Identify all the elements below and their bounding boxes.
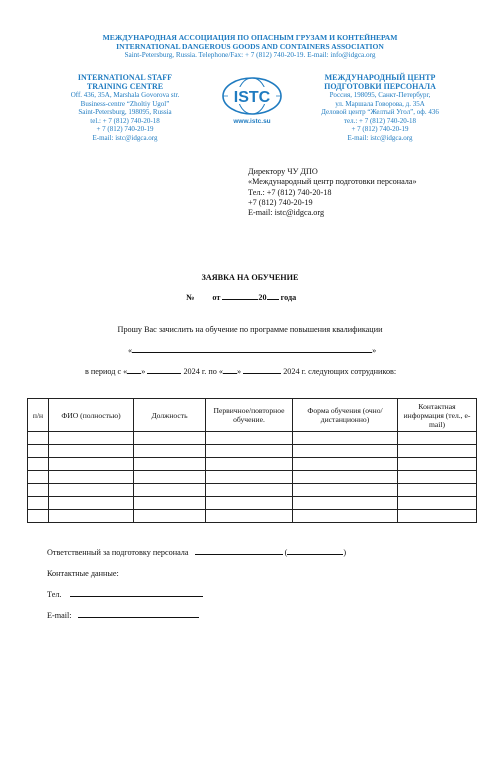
responsible-signature-blank[interactable] xyxy=(287,554,343,555)
table-row xyxy=(28,445,477,458)
table-cell[interactable] xyxy=(398,445,477,458)
addressee-block xyxy=(248,167,417,218)
program-blank[interactable] xyxy=(132,352,372,353)
left-address-1: Off. 436, 35A, Marshala Govorova str. xyxy=(70,91,180,99)
org-name-ru: МЕЖДУНАРОДНАЯ АССОЦИАЦИЯ ПО ОПАСНЫМ ГРУЗАМ И КОНТЕЙНЕРАМ xyxy=(102,33,398,42)
table-cell[interactable] xyxy=(206,458,293,471)
org-name-en: INTERNATIONAL DANGEROUS GOODS AND CONTAINERS ASSOCIATION xyxy=(116,42,384,51)
addressee-line-5: E-mail: istc@idgca.org xyxy=(248,208,325,218)
table-cell[interactable] xyxy=(206,510,293,523)
col-header-fullname: ФИО (полностью) xyxy=(49,399,134,432)
table-cell[interactable] xyxy=(398,484,477,497)
table-cell[interactable] xyxy=(28,484,49,497)
table-cell[interactable] xyxy=(398,497,477,510)
email-line xyxy=(47,611,199,620)
tel-blank[interactable] xyxy=(70,596,203,597)
table-row xyxy=(28,471,477,484)
quote-open-3: « xyxy=(218,367,224,376)
col-header-training-type: Первичное/повторное обучение. xyxy=(206,399,293,432)
quote-open: « xyxy=(128,346,133,355)
from-label: от xyxy=(212,293,221,302)
table-cell[interactable] xyxy=(134,432,206,445)
left-address-3: Saint-Petersburg, 198095, Russia xyxy=(78,108,172,117)
logo-url: www.istc.su xyxy=(233,118,271,125)
left-phone-2: + 7 (812) 740-20-19 xyxy=(96,125,154,134)
end-month-blank[interactable] xyxy=(243,373,281,374)
table-cell[interactable] xyxy=(206,484,293,497)
table-row xyxy=(28,432,477,445)
left-email: E-mail: istc@idgca.org xyxy=(92,133,158,142)
contacts-label: Контактные данные: xyxy=(47,569,119,578)
table-cell[interactable] xyxy=(28,445,49,458)
paren-open: ( xyxy=(284,548,288,557)
left-title-1: INTERNATIONAL STAFF xyxy=(77,73,173,82)
table-cell[interactable] xyxy=(293,445,398,458)
table-row xyxy=(28,458,477,471)
employees-table xyxy=(27,398,477,523)
quote-open-2: « xyxy=(123,367,128,376)
period-prefix: в период с xyxy=(85,367,122,376)
table-cell[interactable] xyxy=(49,484,134,497)
date-day-blank[interactable] xyxy=(222,299,258,300)
addressee-line-1: Директору ЧУ ДПО xyxy=(248,167,318,176)
request-text: Прошу Вас зачислить на обучение по программе повышения квалификации xyxy=(117,325,383,334)
right-address-3: Деловой центр “Желтый Угол”, оф. 436 xyxy=(321,108,439,117)
right-email: E-mail: istc@idgca.org xyxy=(347,133,413,142)
table-cell[interactable] xyxy=(398,510,477,523)
paren-close: ) xyxy=(343,548,347,557)
table-cell[interactable] xyxy=(49,432,134,445)
table-cell[interactable] xyxy=(398,432,477,445)
col-header-training-form: Форма обучения (очно/дистанционно) xyxy=(293,399,398,432)
responsible-name-blank[interactable] xyxy=(195,554,283,555)
table-cell[interactable] xyxy=(206,497,293,510)
number-sign: № xyxy=(186,293,195,302)
table-cell[interactable] xyxy=(49,445,134,458)
start-month-blank[interactable] xyxy=(147,373,181,374)
year-suffix-blank[interactable] xyxy=(267,299,279,300)
right-title-2: ПОДГОТОВКИ ПЕРСОНАЛА xyxy=(324,82,436,91)
right-address-2: ул. Маршала Говорова, д. 35А xyxy=(335,99,425,108)
form-title: ЗАЯВКА НА ОБУЧЕНИЕ xyxy=(201,273,299,282)
quote-close-3: » xyxy=(237,367,242,376)
responsible-label: Ответственный за подготовку персонала xyxy=(47,548,189,557)
right-header-block xyxy=(295,73,465,143)
addressee-line-3: Тел.: +7 (812) 740-20-18 xyxy=(248,187,332,197)
email-blank[interactable] xyxy=(78,617,199,618)
table-cell[interactable] xyxy=(49,458,134,471)
table-cell[interactable] xyxy=(28,497,49,510)
col-header-position: Должность xyxy=(134,399,206,432)
table-header-row xyxy=(28,399,477,432)
year-word: года xyxy=(280,293,297,302)
table-cell[interactable] xyxy=(293,510,398,523)
period-line xyxy=(85,367,396,376)
number-date-line xyxy=(186,293,296,302)
col-header-number: п/н xyxy=(28,399,49,432)
table-row xyxy=(28,510,477,523)
table-cell[interactable] xyxy=(293,471,398,484)
year-1-text: 2024 г. по xyxy=(183,367,217,376)
table-cell[interactable] xyxy=(206,471,293,484)
email-label: E-mail: xyxy=(47,611,72,620)
left-header-block xyxy=(40,73,210,143)
left-address-2: Business-centre “Zholtiy Ugol” xyxy=(80,99,170,108)
table-cell[interactable] xyxy=(49,497,134,510)
addressee-line-2: «Международный центр подготовки персонала» xyxy=(248,177,417,187)
table-cell[interactable] xyxy=(293,432,398,445)
table-row xyxy=(28,497,477,510)
logo-text: ISTC xyxy=(233,89,271,106)
table-cell[interactable] xyxy=(28,432,49,445)
left-phone-1: tel.: + 7 (812) 740-20-18 xyxy=(90,116,160,125)
table-cell[interactable] xyxy=(398,458,477,471)
right-phone-2: + 7 (812) 740-20-19 xyxy=(351,125,409,134)
tel-label: Тел. xyxy=(47,590,62,599)
table-cell[interactable] xyxy=(134,445,206,458)
right-address-1: Россия, 198095, Санкт-Петербург, xyxy=(329,91,431,99)
table-cell[interactable] xyxy=(206,432,293,445)
table-cell[interactable] xyxy=(49,510,134,523)
table-cell[interactable] xyxy=(28,458,49,471)
year-prefix: 20 xyxy=(258,293,267,302)
table-cell[interactable] xyxy=(206,445,293,458)
start-day-blank[interactable] xyxy=(127,373,141,374)
program-line xyxy=(128,346,376,355)
org-contact-line: Saint-Petersburg, Russia. Telephone/Fax: + 7 (812) 740-20-19. E-mail: info@idgca.org xyxy=(124,51,376,59)
addressee-line-4: +7 (812) 740-20-19 xyxy=(248,197,313,207)
table-cell[interactable] xyxy=(293,497,398,510)
table-cell[interactable] xyxy=(293,484,398,497)
table-cell[interactable] xyxy=(134,497,206,510)
table-cell[interactable] xyxy=(134,458,206,471)
quote-close-2: » xyxy=(141,367,146,376)
table-cell[interactable] xyxy=(134,510,206,523)
right-title-1: МЕЖДУНАРОДНЫЙ ЦЕНТР xyxy=(324,73,436,82)
right-phone-1: тел.: + 7 (812) 740-20-18 xyxy=(343,116,417,125)
quote-close: » xyxy=(372,346,377,355)
responsible-line xyxy=(47,548,346,557)
table-cell[interactable] xyxy=(49,471,134,484)
year-2-text: 2024 г. следующих сотрудников: xyxy=(283,367,397,376)
table-cell[interactable] xyxy=(134,471,206,484)
table-cell[interactable] xyxy=(28,510,49,523)
istc-logo xyxy=(220,74,284,126)
end-day-blank[interactable] xyxy=(223,373,237,374)
table-cell[interactable] xyxy=(134,484,206,497)
table-cell[interactable] xyxy=(28,471,49,484)
left-title-2: TRAINING CENTRE xyxy=(86,82,164,91)
table-row xyxy=(28,484,477,497)
table-cell[interactable] xyxy=(398,471,477,484)
table-cell[interactable] xyxy=(293,458,398,471)
col-header-contacts: Контактная информация (тел., e-mail) xyxy=(398,399,477,432)
tel-line xyxy=(47,590,203,599)
